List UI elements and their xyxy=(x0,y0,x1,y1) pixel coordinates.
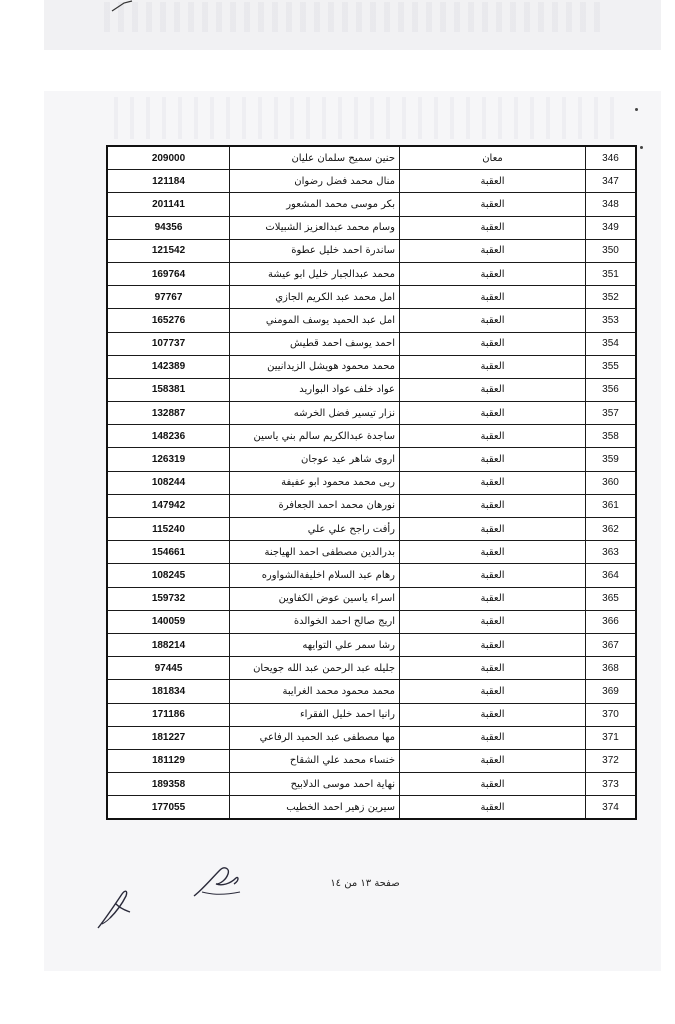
location-cell: العقبة xyxy=(400,633,586,656)
location-cell: العقبة xyxy=(400,773,586,796)
table-row xyxy=(107,610,636,633)
location-cell: العقبة xyxy=(400,286,586,309)
number-cell: 201141 xyxy=(107,193,230,216)
index-cell: 346 xyxy=(586,146,637,170)
table-row xyxy=(107,726,636,749)
table-row xyxy=(107,402,636,425)
index-cell: 363 xyxy=(586,541,637,564)
number-cell: 159732 xyxy=(107,587,230,610)
name-cell: نزار تيسير فضل الخرشه xyxy=(230,402,400,425)
name-cell: بدرالدين مصطفى احمد الهياجنة xyxy=(230,541,400,564)
name-cell: احمد يوسف احمد قطيش xyxy=(230,332,400,355)
number-cell: 132887 xyxy=(107,402,230,425)
index-cell: 373 xyxy=(586,773,637,796)
table-row xyxy=(107,332,636,355)
table-row xyxy=(107,170,636,193)
signature-left-icon xyxy=(92,882,134,932)
location-cell: العقبة xyxy=(400,494,586,517)
signature-right-icon xyxy=(190,862,246,902)
location-cell: العقبة xyxy=(400,680,586,703)
index-cell: 359 xyxy=(586,448,637,471)
number-cell: 107737 xyxy=(107,332,230,355)
number-cell: 108245 xyxy=(107,564,230,587)
number-cell: 108244 xyxy=(107,471,230,494)
number-cell: 158381 xyxy=(107,378,230,401)
number-cell: 177055 xyxy=(107,796,230,820)
table-row xyxy=(107,518,636,541)
name-cell: وسام محمد عبدالعزيز الشبيلات xyxy=(230,216,400,239)
location-cell: العقبة xyxy=(400,332,586,355)
roster-table-body xyxy=(107,146,636,819)
location-cell: العقبة xyxy=(400,309,586,332)
name-cell: حنين سميح سلمان عليان xyxy=(230,146,400,170)
table-row xyxy=(107,146,636,170)
number-cell: 181227 xyxy=(107,726,230,749)
index-cell: 348 xyxy=(586,193,637,216)
name-cell: ساجدة عبدالكريم سالم بني ياسين xyxy=(230,425,400,448)
number-cell: 165276 xyxy=(107,309,230,332)
table-row xyxy=(107,309,636,332)
number-cell: 148236 xyxy=(107,425,230,448)
index-cell: 365 xyxy=(586,587,637,610)
index-cell: 369 xyxy=(586,680,637,703)
index-cell: 364 xyxy=(586,564,637,587)
index-cell: 360 xyxy=(586,471,637,494)
pen-stroke-mark xyxy=(110,0,140,12)
number-cell: 97767 xyxy=(107,286,230,309)
location-cell: العقبة xyxy=(400,587,586,610)
index-cell: 354 xyxy=(586,332,637,355)
index-cell: 349 xyxy=(586,216,637,239)
name-cell: اروى شاهر عيد عوجان xyxy=(230,448,400,471)
name-cell: رأفت راجح علي علي xyxy=(230,518,400,541)
index-cell: 371 xyxy=(586,726,637,749)
location-cell: العقبة xyxy=(400,726,586,749)
name-cell: نهاية احمد موسى الدلابيح xyxy=(230,773,400,796)
name-cell: منال محمد فضل رضوان xyxy=(230,170,400,193)
number-cell: 142389 xyxy=(107,355,230,378)
name-cell: عواد خلف عواد البواريد xyxy=(230,378,400,401)
previous-page-bleed-through xyxy=(104,2,601,32)
index-cell: 358 xyxy=(586,425,637,448)
location-cell: العقبة xyxy=(400,610,586,633)
location-cell: العقبة xyxy=(400,402,586,425)
name-cell: رانيا احمد خليل الفقراء xyxy=(230,703,400,726)
table-row xyxy=(107,216,636,239)
location-cell: العقبة xyxy=(400,564,586,587)
table-row xyxy=(107,657,636,680)
index-cell: 353 xyxy=(586,309,637,332)
name-cell: مها مصطفى عبد الحميد الرفاعي xyxy=(230,726,400,749)
table-row xyxy=(107,541,636,564)
name-cell: رهام عبد السلام اخليفةالشواوره xyxy=(230,564,400,587)
table-row xyxy=(107,193,636,216)
index-cell: 355 xyxy=(586,355,637,378)
index-cell: 352 xyxy=(586,286,637,309)
roster-table xyxy=(106,145,637,820)
name-cell: بكر موسى محمد المشعور xyxy=(230,193,400,216)
name-cell: محمد محمود هويشل الزيدانيين xyxy=(230,355,400,378)
table-row xyxy=(107,680,636,703)
page-number-label: صفحة ١٣ من ١٤ xyxy=(330,878,400,889)
page-bleed-through xyxy=(114,97,621,139)
table-row xyxy=(107,448,636,471)
table-row xyxy=(107,355,636,378)
location-cell: العقبة xyxy=(400,541,586,564)
location-cell: العقبة xyxy=(400,518,586,541)
index-cell: 367 xyxy=(586,633,637,656)
name-cell: ربى محمد محمود ابو عفيفة xyxy=(230,471,400,494)
name-cell: رشا سمر علي التوايهه xyxy=(230,633,400,656)
location-cell: العقبة xyxy=(400,355,586,378)
index-cell: 362 xyxy=(586,518,637,541)
name-cell: امل محمد عبد الكريم الجازي xyxy=(230,286,400,309)
name-cell: جليله عبد الرحمن عبد الله جويحان xyxy=(230,657,400,680)
name-cell: محمد عبدالجبار خليل ابو عيشة xyxy=(230,262,400,285)
index-cell: 351 xyxy=(586,262,637,285)
table-row xyxy=(107,564,636,587)
number-cell: 121184 xyxy=(107,170,230,193)
index-cell: 361 xyxy=(586,494,637,517)
number-cell: 147942 xyxy=(107,494,230,517)
table-row xyxy=(107,378,636,401)
location-cell: العقبة xyxy=(400,378,586,401)
location-cell: العقبة xyxy=(400,796,586,820)
name-cell: ساندرة احمد خليل عطوة xyxy=(230,239,400,262)
location-cell: العقبة xyxy=(400,448,586,471)
name-cell: اريج صالح احمد الخوالدة xyxy=(230,610,400,633)
number-cell: 169764 xyxy=(107,262,230,285)
table-row xyxy=(107,633,636,656)
table-row xyxy=(107,749,636,772)
number-cell: 189358 xyxy=(107,773,230,796)
index-cell: 357 xyxy=(586,402,637,425)
location-cell: العقبة xyxy=(400,262,586,285)
number-cell: 115240 xyxy=(107,518,230,541)
number-cell: 154661 xyxy=(107,541,230,564)
location-cell: العقبة xyxy=(400,471,586,494)
number-cell: 97445 xyxy=(107,657,230,680)
name-cell: سيرين زهير احمد الخطيب xyxy=(230,796,400,820)
speck-mark xyxy=(635,108,638,111)
location-cell: العقبة xyxy=(400,170,586,193)
number-cell: 188214 xyxy=(107,633,230,656)
table-row xyxy=(107,286,636,309)
table-row xyxy=(107,471,636,494)
location-cell: العقبة xyxy=(400,657,586,680)
number-cell: 121542 xyxy=(107,239,230,262)
location-cell: العقبة xyxy=(400,239,586,262)
index-cell: 368 xyxy=(586,657,637,680)
name-cell: نورهان محمد احمد الجعافرة xyxy=(230,494,400,517)
index-cell: 372 xyxy=(586,749,637,772)
table-row xyxy=(107,262,636,285)
table-row xyxy=(107,587,636,610)
number-cell: 126319 xyxy=(107,448,230,471)
table-row xyxy=(107,796,636,820)
index-cell: 356 xyxy=(586,378,637,401)
index-cell: 347 xyxy=(586,170,637,193)
table-row xyxy=(107,239,636,262)
location-cell: العقبة xyxy=(400,193,586,216)
name-cell: اسراء ياسين عوض الكفاوين xyxy=(230,587,400,610)
number-cell: 171186 xyxy=(107,703,230,726)
location-cell: معان xyxy=(400,146,586,170)
name-cell: خنساء محمد علي الشقاح xyxy=(230,749,400,772)
table-row xyxy=(107,494,636,517)
index-cell: 374 xyxy=(586,796,637,820)
table-row xyxy=(107,703,636,726)
table-row xyxy=(107,425,636,448)
number-cell: 181129 xyxy=(107,749,230,772)
number-cell: 209000 xyxy=(107,146,230,170)
number-cell: 140059 xyxy=(107,610,230,633)
index-cell: 370 xyxy=(586,703,637,726)
speck-mark xyxy=(640,146,643,149)
name-cell: محمد محمود محمد الغرايبة xyxy=(230,680,400,703)
name-cell: امل عبد الحميد يوسف المومني xyxy=(230,309,400,332)
table-row xyxy=(107,773,636,796)
number-cell: 94356 xyxy=(107,216,230,239)
index-cell: 366 xyxy=(586,610,637,633)
location-cell: العقبة xyxy=(400,703,586,726)
index-cell: 350 xyxy=(586,239,637,262)
location-cell: العقبة xyxy=(400,216,586,239)
location-cell: العقبة xyxy=(400,425,586,448)
location-cell: العقبة xyxy=(400,749,586,772)
number-cell: 181834 xyxy=(107,680,230,703)
